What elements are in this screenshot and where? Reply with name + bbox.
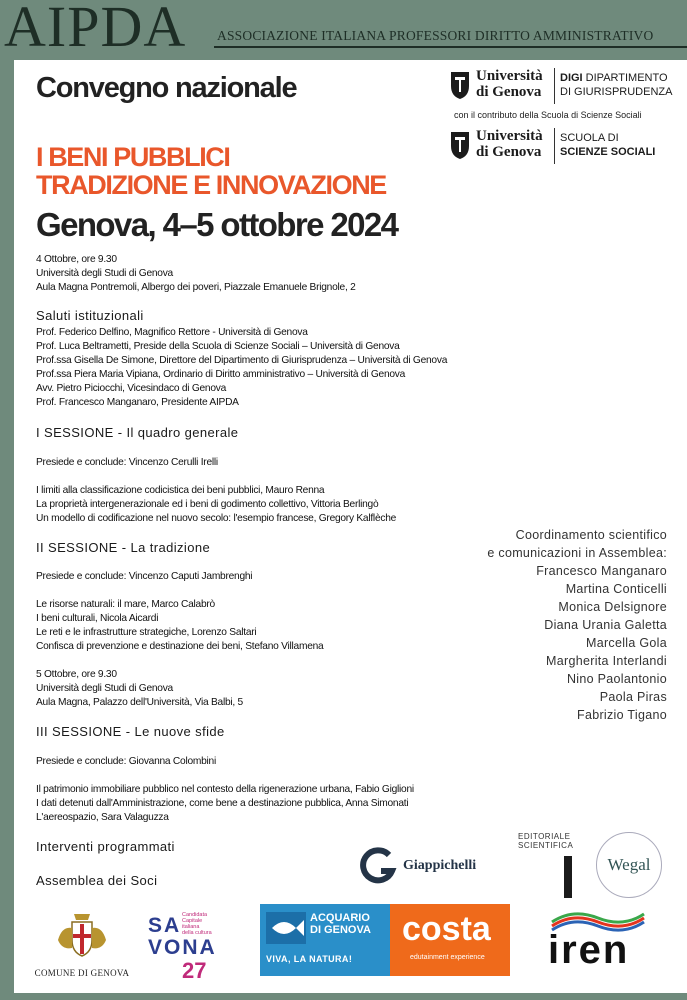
event-title-line2: TRADIZIONE E INNOVAZIONE [36, 170, 386, 200]
day2-venue: Università degli Studi di Genova [36, 683, 173, 694]
coord-name: Diana Urania Galetta [544, 618, 667, 632]
session3-talk: I dati detenuti dall'Amministrazione, come bene a destinazione pubblica, Anna Simonati [36, 798, 409, 809]
giappichelli-logo: Giappichelli [359, 846, 489, 886]
iren-logo: iren [546, 906, 656, 986]
coord-name: Monica Delsignore [558, 600, 667, 614]
uni1-line2: di Genova [476, 84, 542, 100]
costa-edutainment-logo: costa edutainment experience [390, 904, 510, 976]
saluti-item: Prof.ssa Gisella De Simone, Direttore del Dipartimento di Giurisprudenza – Università di Genova [36, 355, 448, 366]
saluti-heading: Saluti istituzionali [36, 308, 144, 323]
dept1-line1: DIGI DIPARTIMENTO [560, 72, 668, 84]
session3-talk: Il patrimonio immobiliare pubblico nel contesto della rigenerazione urbana, Fabio Giglioni [36, 784, 414, 795]
uni2-line2: di Genova [476, 144, 542, 160]
poster-panel [14, 60, 687, 993]
coord-name: Fabrizio Tigano [577, 708, 667, 722]
day1-when: 4 Ottobre, ore 9.30 [36, 254, 117, 265]
contribution-note: con il contributo della Scuola di Scienze Sociali [454, 110, 642, 120]
interventi-programmati: Interventi programmati [36, 839, 175, 854]
saluti-item: Avv. Pietro Piciocchi, Vicesindaco di Genova [36, 383, 227, 394]
assemblea-soci: Assemblea dei Soci [36, 873, 158, 888]
day2-when: 5 Ottobre, ore 9.30 [36, 669, 117, 680]
day1-room: Aula Magna Pontremoli, Albergo dei poveri, Piazzale Emanuele Brignole, 2 [36, 282, 356, 293]
fish-icon [266, 912, 306, 944]
session2-heading: II SESSIONE - La tradizione [36, 540, 211, 555]
event-type: Convegno nazionale [36, 72, 297, 104]
saluti-item: Prof. Federico Delfino, Magnifico Rettore - Università di Genova [36, 327, 308, 338]
coord-name: Margherita Interlandi [546, 654, 667, 668]
session1-talk: Un modello di codificazione nel nuovo secolo: l'esempio francese, Gregory Kalflèche [36, 513, 397, 524]
event-title-line1: I BENI PUBBLICI [36, 142, 230, 172]
session2-talk: Confisca di prevenzione e destinazione dei beni, Stefano Villamena [36, 641, 324, 652]
coord-name: Nino Paolantonio [566, 672, 667, 686]
comune-genova-logo: COMUNE DI GENOVA [32, 906, 132, 982]
session2-talk: Le reti e le infrastrutture strategiche, Lorenzo Saltari [36, 627, 257, 638]
editoriale-bar [564, 856, 572, 898]
session1-talk: I limiti alla classificazione codicistica dei beni pubblici, Mauro Renna [36, 485, 325, 496]
saluti-item: Prof.ssa Piera Maria Vipiana, Ordinario di Diritto amministrativo – Università di Genova [36, 369, 406, 380]
session2-talk: Le risorse naturali: il mare, Marco Calabrò [36, 599, 215, 610]
coord-line1: Coordinamento scientifico [515, 528, 667, 542]
coord-name: Francesco Manganaro [536, 564, 667, 578]
session3-talk: L'aereospazio, Sara Valaguzza [36, 812, 169, 823]
coord-name: Marcella Gola [585, 636, 667, 650]
dept2-line1: SCUOLA DI [560, 132, 619, 144]
day1-venue: Università degli Studi di Genova [36, 268, 173, 279]
saluti-item: Prof. Luca Beltrametti, Preside della Scuola di Scienze Sociali – Università di Genova [36, 341, 400, 352]
unige-scienze-sociali-logo [450, 126, 670, 166]
header-divider [214, 46, 687, 48]
coord-line2: e comunicazioni in Assemblea: [487, 546, 667, 560]
aipda-logo: AIPDA [4, 0, 187, 59]
saluti-item: Prof. Francesco Manganaro, Presidente AIPDA [36, 397, 239, 408]
day2-room: Aula Magna, Palazzo dell'Università, Via Balbi, 5 [36, 697, 243, 708]
unige-seal-icon [450, 70, 470, 100]
dept2-line2: SCIENZE SOCIALI [560, 146, 656, 158]
session3-heading: III SESSIONE - Le nuove sfide [36, 724, 225, 739]
dept1-line2: DI GIURISPRUDENZA [560, 86, 673, 98]
coord-name: Martina Conticelli [565, 582, 667, 596]
genova-coat-of-arms-icon [52, 910, 112, 962]
header-band [0, 0, 687, 59]
session1-chair: Presiede e conclude: Vincenzo Cerulli Irelli [36, 457, 218, 468]
session1-talk: La proprietà intergenerazionale ed i beni di godimento collettivo, Vittoria Berlingò [36, 499, 379, 510]
wegal-logo: Wegal [596, 832, 662, 898]
savona-2027-logo: SA Candidata Capitale italiana della cultura VONA 27 [148, 912, 217, 983]
uni2-line1: Università [476, 128, 543, 144]
association-name: ASSOCIAZIONE ITALIANA PROFESSORI DIRITTO AMMINISTRATIVO [217, 28, 654, 43]
giappichelli-g-icon [359, 847, 399, 885]
uni1-line1: Università [476, 68, 543, 84]
session2-talk: I beni culturali, Nicola Aicardi [36, 613, 159, 624]
editoriale-scientifica-logo: EDITORIALE SCIENTIFICA [518, 832, 574, 850]
unige-seal-icon [450, 130, 470, 160]
unige-digi-logo [450, 66, 673, 106]
event-date-place: Genova, 4–5 ottobre 2024 [36, 206, 398, 243]
acquario-genova-logo: ACQUARIO DI GENOVA VIVA, LA NATURA! [260, 904, 390, 976]
session1-heading: I SESSIONE - Il quadro generale [36, 425, 239, 440]
coord-name: Paola Piras [599, 690, 667, 704]
session3-chair: Presiede e conclude: Giovanna Colombini [36, 756, 216, 767]
session2-chair: Presiede e conclude: Vincenzo Caputi Jambrenghi [36, 571, 253, 582]
